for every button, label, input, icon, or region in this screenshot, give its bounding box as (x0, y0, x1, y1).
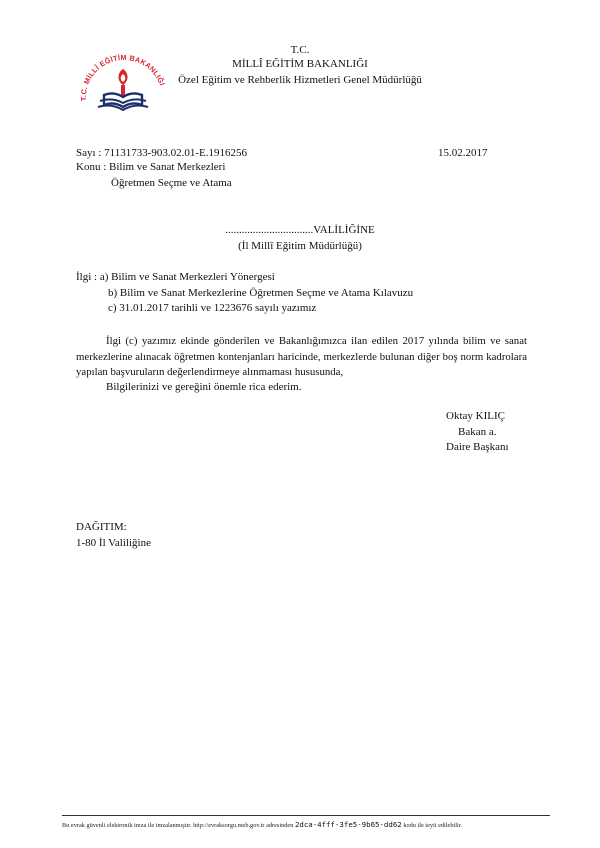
distribution-recipient: 1-80 İl Valiliğine (76, 537, 151, 549)
footer-prefix: Bu evrak güvenli elektronik imza ile imzalanmıştır. http://evraksorgu.meb.gov.tr adresinden (62, 822, 294, 829)
verification-code: 2dca-4fff-3fe5-9b65-dd62 (294, 820, 402, 829)
addressee-title: ................................VALİLİĞİNE (225, 224, 375, 236)
body-closing: Bilgilerinizi ve gereğini önemle rica ederim. (106, 381, 302, 393)
logo-text: T.C. MİLLÎ EĞİTİM BAKANLIĞI (78, 52, 167, 102)
body-paragraph: İlgi (c) yazımız ekinde gönderilen ve Bakanlığımızca ilan edilen 2017 yılında bilim ve sanat merkezlerine alınacak öğretmen kontenjanları haricinde, merkezlerde bulunan diğer boş norm kadrolara yapılan başvuruların değerlendirmeye alınmaması hususunda, (76, 335, 527, 378)
footer-verification (62, 820, 550, 829)
header-tc: T.C. (290, 44, 310, 56)
subject-line-1: Konu : Bilim ve Sanat Merkezleri (76, 161, 226, 173)
signatory-title-2: Daire Başkanı (446, 441, 509, 453)
addressee-subtitle: (İl Millî Eğitim Müdürlüğü) (238, 240, 362, 252)
reference-c: c) 31.01.2017 tarihli ve 1223676 sayılı yazımız (108, 302, 317, 314)
header-directorate: Özel Eğitim ve Rehberlik Hizmetleri Genel Müdürlüğü (178, 74, 422, 86)
document-date: 15.02.2017 (438, 147, 488, 159)
reference-a: İlgi : a) Bilim ve Sanat Merkezleri Yönergesi (76, 271, 275, 283)
distribution-heading: DAĞITIM: (76, 521, 127, 533)
document-number: Sayı : 71131733-903.02.01-E.1916256 (76, 147, 247, 159)
signatory-name: Oktay KILIÇ (446, 410, 505, 422)
signatory-title-1: Bakan a. (458, 426, 497, 438)
footer-suffix: kodu ile teyit edilebilir. (403, 822, 463, 829)
footer-divider (62, 815, 550, 816)
subject-line-2: Öğretmen Seçme ve Atama (111, 177, 232, 189)
header-ministry: MİLLÎ EĞİTİM BAKANLIĞI (232, 58, 368, 70)
reference-b: b) Bilim ve Sanat Merkezlerine Öğretmen Seçme ve Atama Kılavuzu (108, 287, 414, 299)
